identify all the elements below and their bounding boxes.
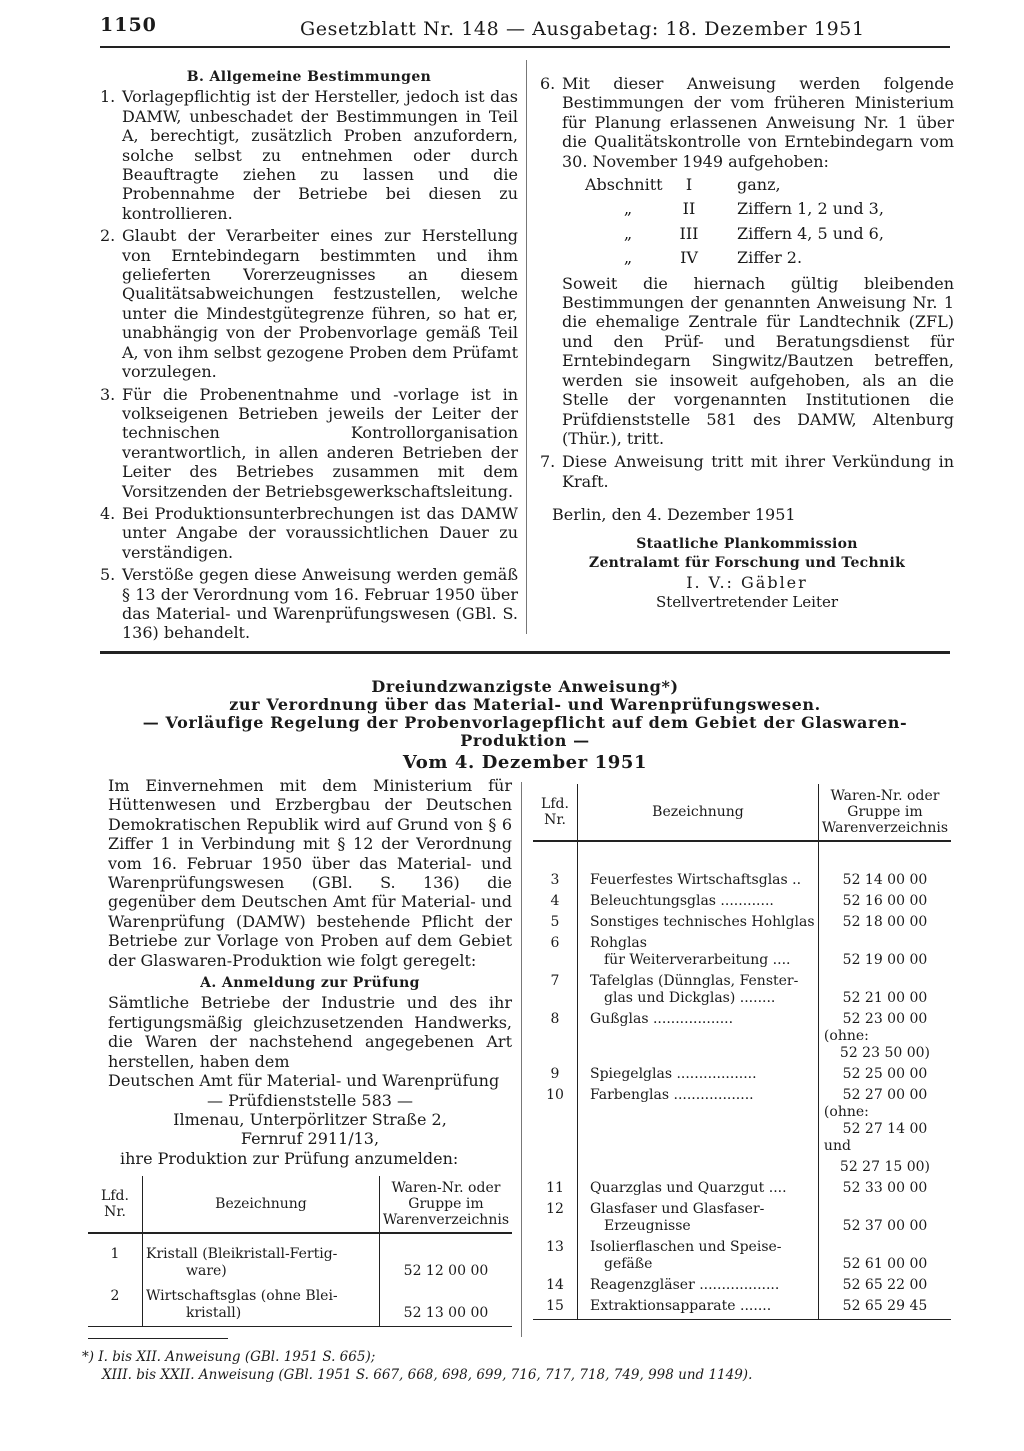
section-a-heading: A. Anmeldung zur Prüfung [200, 975, 420, 992]
table-row: 9 Spiegelglas .................. 52 25 00 00 [533, 1064, 951, 1085]
running-head: Gesetzblatt Nr. 148 — Ausgabetag: 18. Dezember 1951 [300, 18, 865, 40]
section-b-heading: B. Allgemeine Bestimmungen [186, 69, 432, 85]
table-row: 7 Tafelglas (Dünnglas, Fenster- glas und Dickglas) ........ 52 21 00 00 [533, 971, 951, 1009]
column-divider [521, 782, 522, 1337]
page-number: 1150 [100, 14, 157, 36]
title-line: — Vorläufige Regelung der Probenvorlagepflicht auf dem Gebiet der Glaswaren-Produktion — [142, 713, 908, 750]
col-header-code: Waren-Nr. oder Gruppe im Warenverzeichnis [379, 1176, 512, 1233]
intro-paragraph: Im Einvernehmen mit dem Ministerium für Hüttenwesen und Erzbergbau der Deutschen Demokratischen Republik wird auf Grund von § 6 Ziffer 1 in Verbindung mit § 12 der Verordnung vom 16. Februar 1950 über das Material- und Warenprüfungswesen (GBl. S. 136) die gegenüber dem Deutschen Amt für Material- und Warenprüfung (DAMW) bestehende Pflicht der Betriebe zur Vorlage von Proben auf dem Gebiet der Glaswaren-Produktion wie folgt geregelt: [108, 776, 512, 970]
list-item: 3. Für die Probenentnahme und -vorlage ist in volkseigenen Betrieben jeweils der Leiter der technischen Kontrollorganisation verantwortlich, in allen anderen Betrieben der Leiter des Betriebes zusammen mit dem Vorsitzenden der Betriebsgewerkschaftsleitung. [100, 384, 518, 501]
table-row: 4 Beleuchtungsglas ............ 52 16 00 00 [533, 891, 951, 912]
table-row: 6 Rohglas für Weiterverarbeitung .... 52 19 00 00 [533, 933, 951, 971]
table-right-body [533, 841, 951, 1320]
list-item: 1. Vorlagepflichtig ist der Hersteller, jedoch ist das DAMW, unbeschadet der Bestimmungen in Teil A, berechtigt, zusätzlich Proben anzufordern, solche selbst zu entnehmen oder durch Beauftragte ziehen zu lassen und die Probennahme der Betriebe bei diesen zu kontrollieren. [100, 87, 518, 223]
repeal-list: Abschnitt I ganz, „ II Ziffern 1, 2 und 3, „ III Ziffern 4, 5 und 6, „ IV Ziffer 2. [585, 175, 884, 268]
table-row: 3 Feuerfestes Wirtschaftsglas .. 52 14 00 00 [533, 841, 951, 891]
paragraph: Soweit die hiernach gültig bleibenden Bestimmungen der genannten Anweisung Nr. 1 die ehemalige Zentrale für Landtechnik (ZFL) und den Prüf- und Beratungsdienst für Erntebindegarn Singwitz/Bautzen betreffen, werden sie insoweit aufgehoben, als an die Stelle der vorgenannten Institutionen die Prüfdienststelle 581 des DAMW, Altenburg (Thür.), tritt. [562, 273, 954, 448]
list-item: 5. Verstöße gegen diese Anweisung werden gemäß § 13 der Verordnung vom 16. Februar 1950 über das Material- und Warenprüfungswesen (GBl. S. 136) behandelt. [100, 565, 518, 643]
list-item: 6. Mit dieser Anweisung werden folgende Bestimmungen der vom früheren Ministerium für Planung erlassenen Anweisung Nr. 1 über die Qualitätskontrolle von Erntebindegarn vom 30. November 1949 aufgehoben: [540, 74, 954, 171]
table-right-wrap [533, 784, 951, 1320]
place-date: Berlin, den 4. Dezember 1951 [552, 505, 796, 525]
table-row: 15 Extraktionsapparate ....... 52 65 29 45 [533, 1296, 951, 1320]
title-date: Vom 4. Dezember 1951 [402, 752, 648, 773]
table-row: 14 Reagenzgläser .................. 52 65 22 00 [533, 1275, 951, 1296]
table-row: 5 Sonstiges technisches Hohlglas 52 18 00 00 [533, 912, 951, 933]
table-left [88, 1176, 512, 1327]
table-row: 52 27 15 00) [533, 1157, 951, 1178]
table-row: 12 Glasfaser und Glasfaser- Erzeugnisse 52 37 00 00 [533, 1199, 951, 1237]
section-rule [100, 651, 950, 654]
table-row: 2 Wirtschaftsglas (ohne Blei- kristall) 52 13 00 00 [88, 1282, 512, 1327]
list-item: 2. Glaubt der Verarbeiter eines zur Herstellung von Erntebindegarn bestimmten und ihm gelieferten Vorerzeugnisses an diesem Qualitätsabweichungen festzustellen, welche unter die Mindestgütegrenze führen, so hat er, unabhängig von der Probenvorlage gemäß Teil A, von ihm selbst gezogene Proben dem Prüfamt vorzulegen. [100, 226, 518, 382]
table-header-row [88, 1176, 512, 1233]
col-header-bez: Bezeichnung [143, 1176, 380, 1233]
prev-right-column [540, 74, 954, 612]
table-row: 11 Quarzglas und Quarzgut .... 52 33 00 00 [533, 1178, 951, 1199]
footnote-line: *) I. bis XII. Anweisung (GBl. 1951 S. 665); [82, 1349, 376, 1365]
title-line: Dreiundzwanzigste Anweisung*) [371, 677, 679, 696]
address-line: Fernruf 2911/13, [240, 1129, 380, 1149]
address-line: ihre Produktion zur Prüfung anzumelden: [120, 1148, 459, 1168]
footnote [82, 1348, 882, 1384]
table-row: 1 Kristall (Bleikristall-Fertig- ware) 52 12 00 00 [88, 1233, 512, 1282]
signature-office: Zentralamt für Forschung und Technik [588, 554, 906, 571]
signature-authority: Staatliche Plankommission [636, 535, 858, 552]
col-header-nr: Lfd. Nr. [533, 784, 578, 841]
prev-left-column [100, 68, 518, 643]
address-line: Ilmenau, Unterpörlitzer Straße 2, [173, 1109, 447, 1129]
col-header-code: Waren-Nr. oder Gruppe im Warenverzeichnis [818, 784, 951, 841]
title-block [100, 678, 950, 772]
new-left-column [108, 776, 512, 1168]
col-header-nr: Lfd. Nr. [88, 1176, 143, 1233]
signature-name: I. V.: Gäbler [686, 573, 808, 593]
header-rule [100, 46, 950, 48]
address-line: — Prüfdienststelle 583 — [206, 1090, 414, 1110]
address-line: Deutschen Amt für Material- und Warenprüfung [108, 1071, 500, 1091]
signature-role: Stellvertretender Leiter [655, 592, 839, 611]
title-line: zur Verordnung über das Material- und Warenprüfungswesen. [229, 695, 821, 714]
footnote-line: XIII. bis XXII. Anweisung (GBl. 1951 S. 667, 668, 698, 699, 716, 717, 718, 749, 998 und 1149). [102, 1367, 753, 1383]
table-row: 13 Isolierflaschen und Speise- gefäße 52 61 00 00 [533, 1237, 951, 1275]
footnote-rule [88, 1338, 228, 1339]
table-right [533, 784, 951, 1320]
column-divider [526, 60, 527, 634]
table-row: 8 Gußglas .................. 52 23 00 00 (ohne: 52 23 50 00) [533, 1009, 951, 1064]
list-item: 7. Diese Anweisung tritt mit ihrer Verkündung in Kraft. [540, 452, 954, 491]
table-row: 10 Farbenglas .................. 52 27 00 00 (ohne: 52 27 14 00 und [533, 1085, 951, 1157]
paragraph: Sämtliche Betriebe der Industrie und des ihr fertigungsmäßig gleichzusetzenden Handwerks, die Waren der nachstehend angegebenen Art herstellen, haben dem [108, 993, 512, 1071]
table-left-wrap [88, 1176, 512, 1327]
list-item: 4. Bei Produktionsunterbrechungen ist das DAMW unter Angabe der voraussichtlichen Dauer zu verständigen. [100, 503, 518, 562]
col-header-bez: Bezeichnung [578, 784, 819, 841]
table-header-row [533, 784, 951, 841]
